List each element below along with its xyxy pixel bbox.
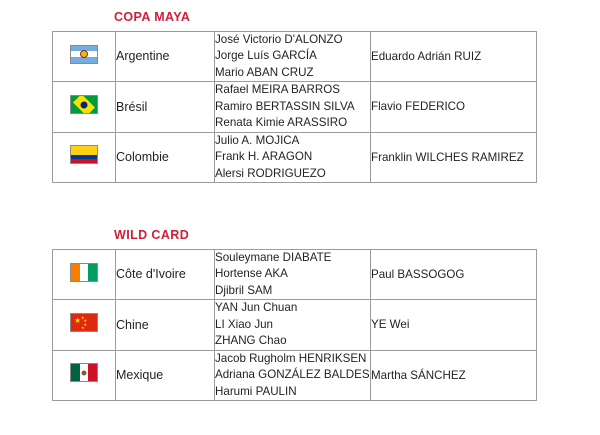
teams-table xyxy=(52,249,537,401)
player-name: Mario ABAN CRUZ xyxy=(215,65,314,79)
players-list xyxy=(215,300,371,350)
country-name: Colombie xyxy=(116,132,215,182)
player-name: Djibril SAM xyxy=(215,283,273,297)
section-title: WILD CARD xyxy=(114,228,190,242)
player-name: Julio A. MOJICA xyxy=(215,133,300,147)
coach-name: Franklin WILCHES RAMIREZ xyxy=(371,132,537,182)
players-list xyxy=(215,32,371,82)
teams-table xyxy=(52,31,537,183)
table-row xyxy=(53,300,537,350)
table-row xyxy=(53,250,537,300)
table-row xyxy=(53,132,537,182)
flag-ivory-coast-icon xyxy=(70,263,98,282)
player-name: Ramiro BERTASSIN SILVA xyxy=(215,99,355,113)
player-name: ZHANG Chao xyxy=(215,334,287,348)
coach-name: Martha SÁNCHEZ xyxy=(371,350,537,400)
player-name: José Victorio D'ALONZO xyxy=(215,33,343,46)
player-name: LI Xiao Jun xyxy=(215,317,274,331)
flag-cell xyxy=(53,32,116,82)
player-name: Harumi PAULIN xyxy=(215,384,297,398)
country-name: Chine xyxy=(116,300,215,350)
players-list xyxy=(215,82,371,132)
flag-mexico-icon xyxy=(70,363,98,382)
player-name: YAN Jun Chuan xyxy=(215,301,298,315)
player-name: Souleymane DIABATE xyxy=(215,251,332,264)
player-name: Jorge Luís GARCÍA xyxy=(215,49,317,63)
players-list xyxy=(215,132,371,182)
flag-cell xyxy=(53,132,116,182)
table-row xyxy=(53,82,537,132)
table-row xyxy=(53,350,537,400)
players-list xyxy=(215,250,371,300)
flag-colombia-icon xyxy=(70,145,98,164)
coach-name: Flavio FEDERICO xyxy=(371,82,537,132)
flag-cell xyxy=(53,250,116,300)
flag-argentina-icon xyxy=(70,45,98,64)
player-name: Rafael MEIRA BARROS xyxy=(215,83,340,97)
section-title: COPA MAYA xyxy=(114,10,191,24)
flag-cell xyxy=(53,300,116,350)
country-name: Argentine xyxy=(116,32,215,82)
coach-name: Eduardo Adrián RUIZ xyxy=(371,32,537,82)
country-name: Brésil xyxy=(116,82,215,132)
player-name: Jacob Rugholm HENRIKSEN xyxy=(215,351,367,365)
flag-china-icon: ★ ★ ★ ★ ★ xyxy=(70,313,98,332)
table-row xyxy=(53,32,537,82)
section-wild-card xyxy=(52,228,532,401)
players-list xyxy=(215,350,371,400)
coach-name: Paul BASSOGOG xyxy=(371,250,537,300)
player-name: Frank H. ARAGON xyxy=(215,150,313,164)
flag-brazil-icon xyxy=(70,95,98,114)
section-copa-maya xyxy=(52,10,532,183)
country-name: Côte d'Ivoire xyxy=(116,250,215,300)
player-name: Alersi RODRIGUEZO xyxy=(215,166,326,180)
country-name: Mexique xyxy=(116,350,215,400)
flag-cell xyxy=(53,350,116,400)
flag-cell xyxy=(53,82,116,132)
player-name: Hortense AKA xyxy=(215,267,288,281)
player-name: Renata Kimie ARASSIRO xyxy=(215,116,348,130)
coach-name: YE Wei xyxy=(371,300,537,350)
player-name: Adriana GONZÁLEZ BALDES xyxy=(215,368,370,382)
